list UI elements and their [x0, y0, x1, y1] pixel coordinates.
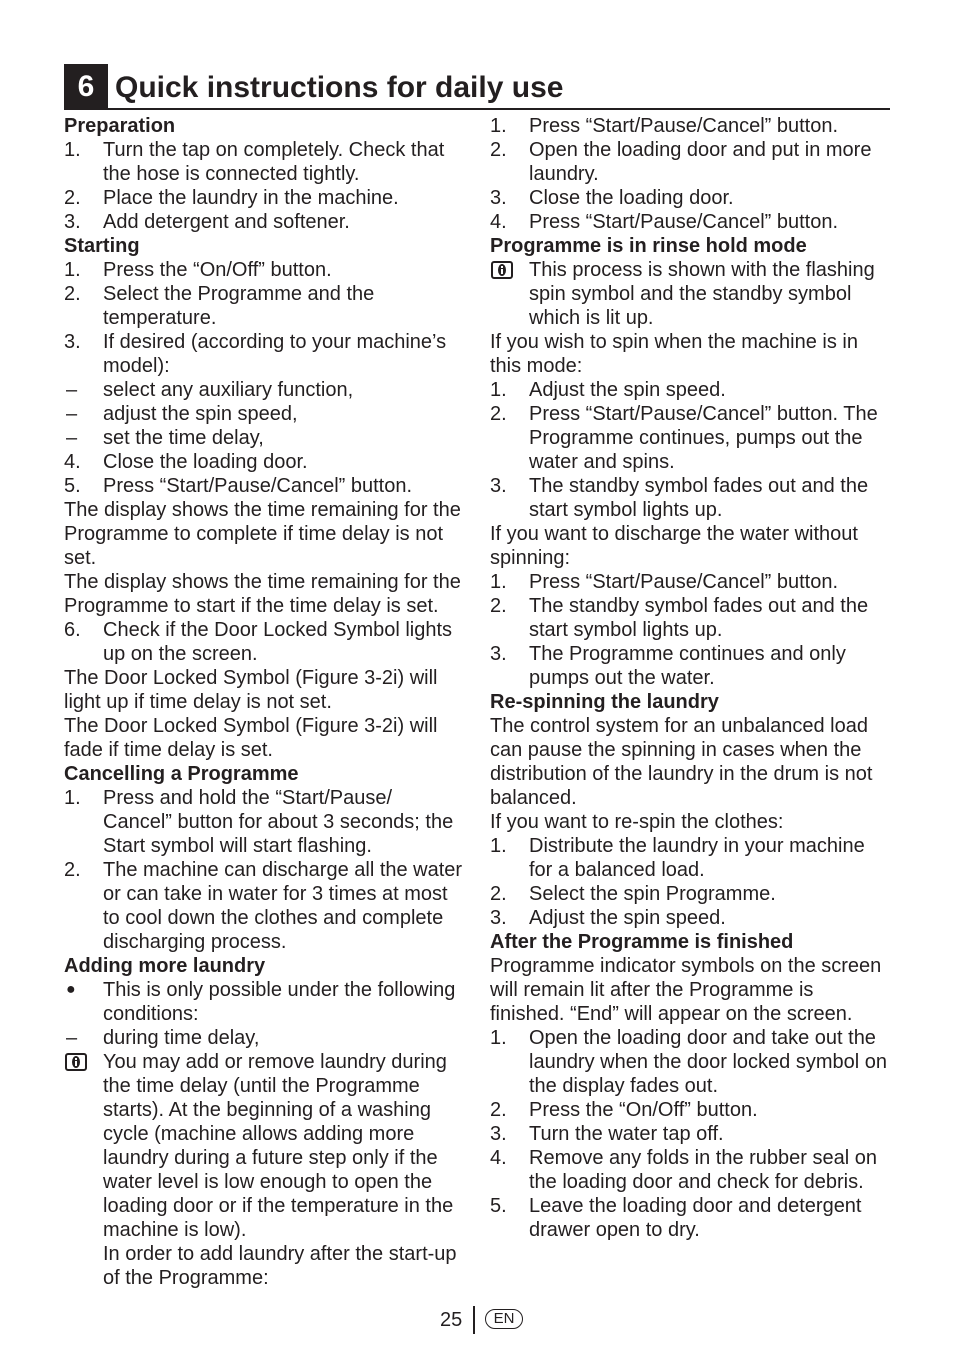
item-number: 4.: [490, 1147, 507, 1169]
item-text: Press “Start/Pause/Cancel” button.: [529, 571, 839, 593]
item-text: Check if the Door Locked Symbol lights up on the screen.: [103, 619, 453, 665]
item-text: The machine can discharge all the water or can take in water for 3 times at most to cool down the clothes and complete discharging process.: [103, 859, 463, 953]
dash-marker: –: [66, 427, 78, 449]
language-badge: EN: [485, 1309, 523, 1329]
info-note: [490, 258, 892, 330]
paragraph: If you want to discharge the water without spinning:: [490, 523, 858, 569]
numbered-item: [64, 330, 466, 378]
item-number: 1.: [490, 571, 507, 593]
item-text: Select the spin Programme.: [529, 883, 776, 905]
numbered-item: [490, 1194, 892, 1242]
numbered-item: [490, 834, 892, 882]
item-number: 2.: [490, 139, 507, 161]
bullet-item: [64, 978, 466, 1026]
item-number: 4.: [490, 211, 507, 233]
item-number: 1.: [490, 835, 507, 857]
item-text: Press “Start/Pause/Cancel” button. The Programme continues, pumps out the water and spins.: [529, 403, 878, 473]
numbered-item: [490, 186, 892, 210]
info-icon: [491, 261, 513, 279]
left-column: [64, 114, 466, 1290]
page-title: Quick instructions for daily use: [115, 71, 564, 104]
numbered-item: [64, 618, 466, 666]
paragraph: If you want to re-spin the clothes:: [490, 811, 784, 833]
section-heading: Starting: [64, 235, 140, 257]
chapter-number-badge: 6: [64, 64, 108, 108]
paragraph: The display shows the time remaining for the Programme to start if the time delay is set.: [64, 571, 461, 617]
numbered-item: [64, 786, 466, 858]
dash-item: [64, 402, 466, 426]
paragraph: If you wish to spin when the machine is in this mode:: [490, 331, 858, 377]
paragraph: The control system for an unbalanced load can pause the spinning in cases when the distribution of the laundry in the drum is not balanced.: [490, 715, 873, 809]
section-heading: Cancelling a Programme: [64, 763, 299, 785]
info-icon: [65, 1053, 87, 1071]
item-text: Press “Start/Pause/Cancel” button.: [529, 211, 839, 233]
info-text: You may add or remove laundry during the time delay (until the Programme starts). At the beginning of a washing cycle (machine allows adding more laundry during a future step only if the water level is low enough to open the loading door or if the temperature in the machine is low).: [103, 1051, 454, 1241]
page-number: 25: [440, 1309, 463, 1331]
section-header: [64, 64, 890, 110]
item-number: 3.: [490, 187, 507, 209]
item-number: 3.: [490, 643, 507, 665]
section-heading: After the Programme is finished: [490, 931, 794, 953]
item-number: 1.: [490, 115, 507, 137]
dash-marker: –: [66, 403, 78, 425]
paragraph: The Door Locked Symbol (Figure 3-2i) will fade if time delay is set.: [64, 715, 438, 761]
item-text: The standby symbol fades out and the start symbol lights up.: [529, 595, 869, 641]
item-text: Remove any folds in the rubber seal on the loading door and check for debris.: [529, 1147, 877, 1193]
item-text: If desired (according to your machine’s model):: [103, 331, 447, 377]
item-number: 2.: [490, 883, 507, 905]
numbered-item: [64, 138, 466, 186]
numbered-item: [490, 378, 892, 402]
numbered-item: [490, 114, 892, 138]
item-number: 1.: [64, 259, 81, 281]
info-note: [64, 1050, 466, 1242]
item-text: Open the loading door and put in more laundry.: [529, 139, 872, 185]
numbered-item: [490, 1122, 892, 1146]
numbered-item: [490, 1098, 892, 1122]
paragraph: The display shows the time remaining for the Programme to complete if time delay is not set.: [64, 499, 461, 569]
item-text: Close the loading door.: [103, 451, 308, 473]
numbered-item: [64, 858, 466, 954]
numbered-item: [490, 882, 892, 906]
numbered-item: [64, 450, 466, 474]
paragraph: Programme indicator symbols on the screen will remain lit after the Programme is finished. “End” will appear on the screen.: [490, 955, 882, 1025]
numbered-item: [490, 402, 892, 474]
item-text: Place the laundry in the machine.: [103, 187, 399, 209]
section-heading: Re-spinning the laundry: [490, 691, 719, 713]
numbered-item: [490, 570, 892, 594]
item-text: set the time delay,: [103, 427, 264, 449]
item-text: Press “Start/Pause/Cancel” button.: [529, 115, 839, 137]
item-number: 3.: [490, 1123, 507, 1145]
item-number: 2.: [490, 403, 507, 425]
item-number: 3.: [64, 211, 81, 233]
dash-marker: –: [66, 1027, 78, 1049]
item-text: Press “Start/Pause/Cancel” button.: [103, 475, 413, 497]
item-number: 2.: [64, 283, 81, 305]
bullet-icon: ●: [66, 981, 76, 998]
item-text: Leave the loading door and detergent drawer open to dry.: [529, 1195, 862, 1241]
section-heading: Programme is in rinse hold mode: [490, 235, 807, 257]
indented-paragraph: [64, 1242, 466, 1290]
item-number: 2.: [64, 187, 81, 209]
footer-divider: [473, 1306, 475, 1334]
item-number: 3.: [64, 331, 81, 353]
numbered-item: [490, 642, 892, 690]
item-text: In order to add laundry after the start-up of the Programme:: [103, 1243, 457, 1289]
section-heading: Adding more laundry: [64, 955, 266, 977]
numbered-item: [490, 474, 892, 522]
item-text: The standby symbol fades out and the start symbol lights up.: [529, 475, 869, 521]
item-number: 1.: [64, 787, 81, 809]
item-text: Select the Programme and the temperature.: [103, 283, 375, 329]
item-number: 2.: [490, 1099, 507, 1121]
numbered-item: [64, 282, 466, 330]
item-text: during time delay,: [103, 1027, 260, 1049]
item-text: Press the “On/Off” button.: [103, 259, 332, 281]
item-text: Turn the tap on completely. Check that the hose is connected tightly.: [103, 139, 445, 185]
info-text: This process is shown with the flashing spin symbol and the standby symbol which is lit up.: [529, 259, 875, 329]
dash-marker: –: [66, 379, 78, 401]
item-number: 2.: [490, 595, 507, 617]
section-heading: Preparation: [64, 115, 176, 137]
numbered-item: [64, 474, 466, 498]
item-number: 1.: [490, 1027, 507, 1049]
numbered-item: [490, 1146, 892, 1194]
item-text: select any auxiliary function,: [103, 379, 354, 401]
item-number: 3.: [490, 907, 507, 929]
numbered-item: [64, 186, 466, 210]
item-number: 1.: [64, 139, 81, 161]
numbered-item: [490, 594, 892, 642]
numbered-item: [490, 138, 892, 186]
numbered-item: [64, 258, 466, 282]
dash-item: [64, 426, 466, 450]
item-number: 2.: [64, 859, 81, 881]
item-text: The Programme continues and only pumps out the water.: [529, 643, 846, 689]
item-text: This is only possible under the following conditions:: [103, 979, 456, 1025]
item-text: Adjust the spin speed.: [529, 379, 726, 401]
item-number: 5.: [64, 475, 81, 497]
item-text: Adjust the spin speed.: [529, 907, 726, 929]
item-text: Open the loading door and take out the laundry when the door locked symbol on the display fades out.: [529, 1027, 887, 1097]
paragraph: The Door Locked Symbol (Figure 3-2i) will light up if time delay is not set.: [64, 667, 438, 713]
numbered-item: [490, 210, 892, 234]
item-text: Turn the water tap off.: [529, 1123, 724, 1145]
item-text: Add detergent and softener.: [103, 211, 350, 233]
numbered-item: [64, 210, 466, 234]
dash-item: [64, 1026, 466, 1050]
item-text: Distribute the laundry in your machine for a balanced load.: [529, 835, 865, 881]
item-text: Close the loading door.: [529, 187, 734, 209]
item-text: adjust the spin speed,: [103, 403, 298, 425]
item-number: 4.: [64, 451, 81, 473]
right-column: [490, 114, 892, 1242]
item-number: 5.: [490, 1195, 507, 1217]
dash-item: [64, 378, 466, 402]
item-text: Press the “On/Off” button.: [529, 1099, 758, 1121]
numbered-item: [490, 906, 892, 930]
item-number: 6.: [64, 619, 81, 641]
item-number: 3.: [490, 475, 507, 497]
numbered-item: [490, 1026, 892, 1098]
item-number: 1.: [490, 379, 507, 401]
item-text: Press and hold the “Start/Pause/ Cancel” button for about 3 seconds; the Start symbol will start flashing.: [103, 787, 454, 857]
